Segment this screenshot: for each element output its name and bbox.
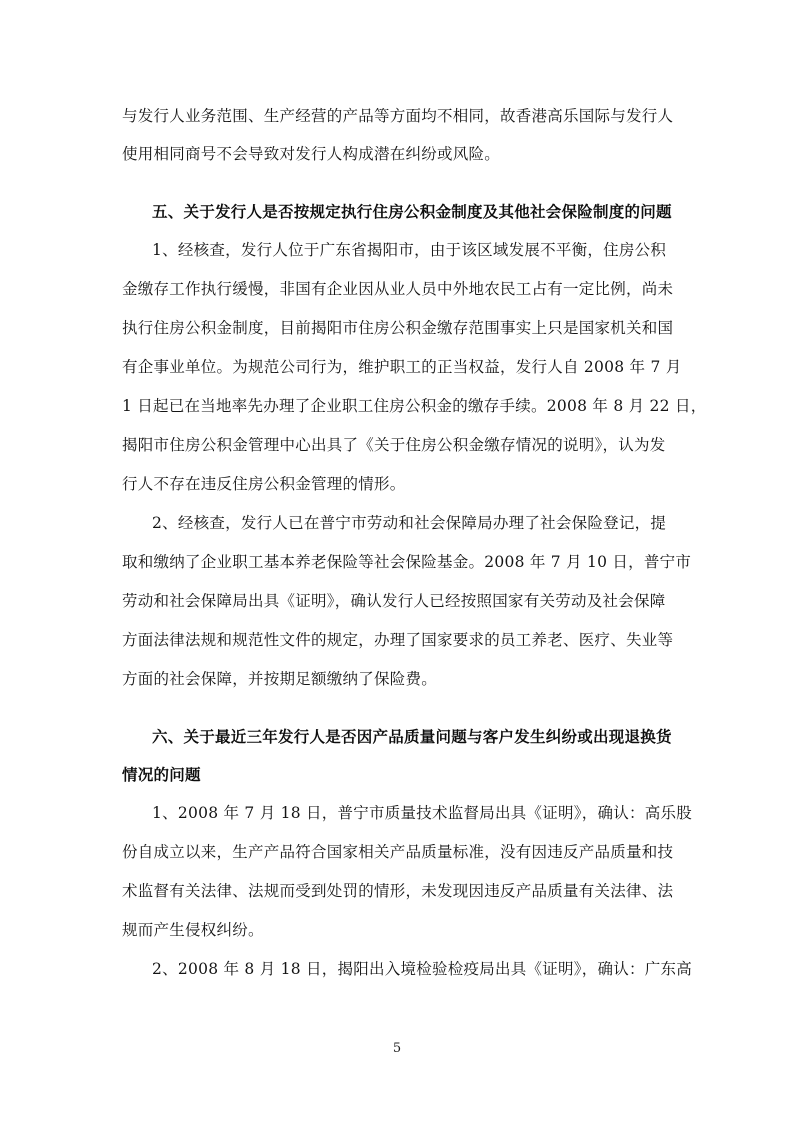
body-text-line: 执行住房公积金制度，目前揭阳市住房公积金缴存范围事实上只是国家机关和国 [122,319,674,337]
body-text-line: 使用相同商号不会导致对发行人构成潜在纠纷或风险。 [122,145,501,163]
body-text-line: 1 日起已在当地率先办理了企业职工住房公积金的缴存手续。2008 年 8 月 22 日， [122,397,707,415]
body-text-line: 有企事业单位。为规范公司行为，维护职工的正当权益，发行人自 2008 年 7 月 [122,358,682,376]
section-heading-6: 六、关于最近三年发行人是否因产品质量问题与客户发生纠纷或出现退换货 [152,727,672,746]
section-heading-5: 五、关于发行人是否按规定执行住房公积金制度及其他社会保险制度的问题 [152,202,672,221]
paragraph-first-line: 1、2008 年 7 月 18 日，普宁市质量技术监督局出具《证明》，确认：高乐股 [152,804,693,822]
body-text-line: 取和缴纳了企业职工基本养老保险等社会保险基金。2008 年 7 月 10 日，普宁市 [122,553,692,571]
body-text-line: 劳动和社会保障局出具《证明》，确认发行人已经按照国家有关劳动及社会保障 [122,592,666,610]
paragraph-first-line: 1、经核查，发行人位于广东省揭阳市，由于该区域发展不平衡，住房公积 [152,241,667,259]
body-text-line: 金缴存工作执行缓慢，非国有企业因从业人员中外地农民工占有一定比例，尚未 [122,280,674,298]
body-text-line: 份自成立以来，生产产品符合国家相关产品质量标准，没有因违反产品质量和技 [122,843,674,861]
body-text-line: 揭阳市住房公积金管理中心出具了《关于住房公积金缴存情况的说明》，认为发 [122,436,666,454]
paragraph-first-line: 2、2008 年 8 月 18 日，揭阳出入境检验检疫局出具《证明》，确认：广东高 [152,960,693,978]
page-number: 5 [392,1041,402,1056]
body-text-line: 行人不存在违反住房公积金管理的情形。 [122,475,406,493]
body-text-line: 与发行人业务范围、生产经营的产品等方面均不相同，故香港高乐国际与发行人 [122,107,674,125]
body-text-line: 方面法律法规和规范性文件的规定，办理了国家要求的员工养老、医疗、失业等 [122,631,674,649]
body-text-line: 规而产生侵权纠纷。 [122,921,264,939]
body-text-line: 术监督有关法律、法规而受到处罚的情形，未发现因违反产品质量有关法律、法 [122,882,674,900]
body-text-line: 方面的社会保障，并按期足额缴纳了保险费。 [122,670,438,688]
section-heading-6-continued: 情况的问题 [122,765,201,784]
paragraph-first-line: 2、经核查，发行人已在普宁市劳动和社会保障局办理了社会保险登记，提 [152,514,667,532]
